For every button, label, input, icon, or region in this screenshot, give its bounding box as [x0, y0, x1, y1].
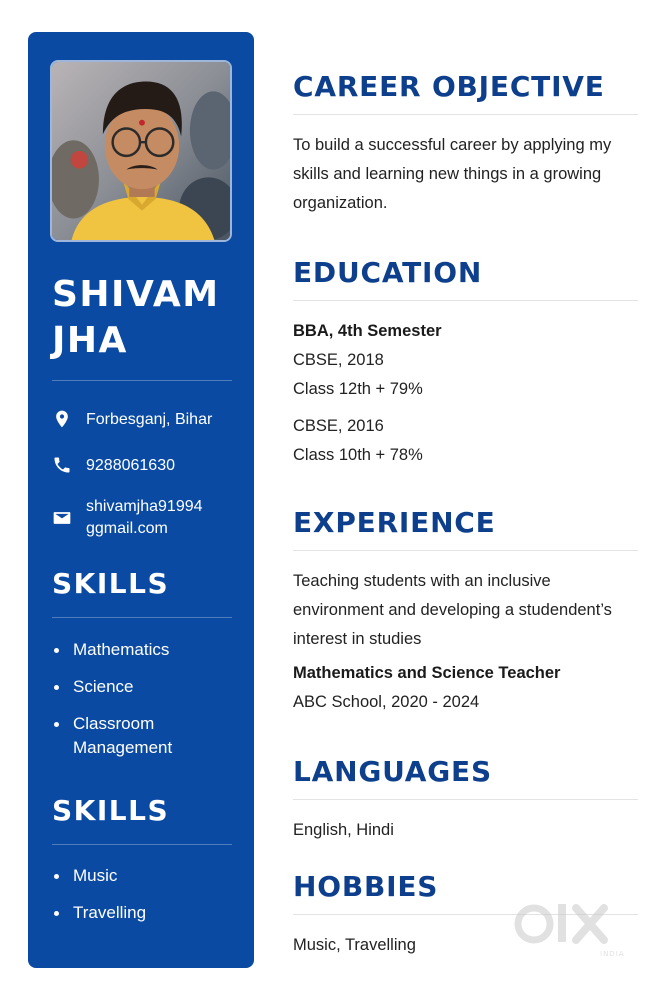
skill-label: Travelling	[73, 903, 147, 922]
name-line-2: JHA	[52, 320, 128, 361]
text-line: interest in studies	[293, 630, 422, 648]
skill-label-line-2: Management	[73, 738, 173, 757]
list-item	[52, 864, 242, 888]
education-result: Class 10th + 78%	[293, 446, 423, 464]
profile-photo	[50, 60, 232, 242]
text-line: environment and developing a studendent’s	[293, 601, 612, 619]
location-text: Forbesganj, Bihar	[86, 411, 213, 428]
divider	[293, 550, 638, 551]
section-title-languages: LANGUAGES	[293, 755, 492, 788]
email-line-2: ggmail.com	[86, 520, 168, 537]
svg-text:INDIA: INDIA	[600, 950, 625, 958]
contact-phone	[52, 455, 242, 477]
experience-text	[293, 567, 641, 654]
location-pin-icon	[52, 409, 72, 429]
section-title-education: EDUCATION	[293, 256, 483, 289]
education-result: Class 12th + 79%	[293, 380, 423, 398]
skills-heading: SKILLS	[52, 567, 170, 600]
section-title-hobbies: HOBBIES	[293, 870, 439, 903]
list-item	[52, 712, 242, 760]
divider	[52, 380, 232, 381]
skills-list-2	[52, 864, 242, 938]
text-line: skills and learning new things in a growing	[293, 165, 602, 183]
divider	[52, 844, 232, 845]
hobbies-text: Music, Travelling	[293, 936, 416, 954]
skill-label: Music	[73, 866, 118, 885]
languages-text: English, Hindi	[293, 821, 394, 839]
name-line-1: SHIVAM	[52, 274, 220, 315]
skill-label: Mathematics	[73, 640, 170, 659]
skill-label: Science	[73, 677, 134, 696]
contact-location	[52, 409, 242, 431]
experience-org: ABC School, 2020 - 2024	[293, 693, 480, 711]
list-item	[52, 901, 242, 925]
skill-label-line-1: Classroom	[73, 714, 155, 733]
olx-watermark-logo	[506, 898, 632, 960]
person-name	[52, 272, 242, 364]
email-text	[86, 496, 203, 540]
text-line: Teaching students with an inclusive	[293, 572, 551, 590]
education-board: CBSE, 2016	[293, 417, 384, 435]
education-board: CBSE, 2018	[293, 351, 384, 369]
skills-list	[52, 638, 242, 773]
contact-email	[52, 496, 242, 540]
text-line: To build a successful career by applying my	[293, 136, 612, 154]
divider	[293, 799, 638, 800]
skills-heading-2: SKILLS	[52, 794, 170, 827]
section-title-objective: CAREER OBJECTIVE	[293, 70, 605, 103]
divider	[293, 300, 638, 301]
education-degree: BBA, 4th Semester	[293, 322, 442, 340]
email-line-1: shivamjha91994	[86, 498, 203, 515]
divider	[52, 617, 232, 618]
divider	[293, 114, 638, 115]
text-line: organization.	[293, 194, 388, 212]
email-icon	[52, 508, 72, 528]
experience-role: Mathematics and Science Teacher	[293, 664, 561, 682]
phone-icon	[52, 455, 72, 475]
section-title-experience: EXPERIENCE	[293, 506, 496, 539]
objective-text	[293, 131, 641, 218]
sidebar	[28, 32, 254, 968]
phone-text: 9288061630	[86, 457, 175, 474]
list-item	[52, 675, 242, 699]
list-item	[52, 638, 242, 662]
